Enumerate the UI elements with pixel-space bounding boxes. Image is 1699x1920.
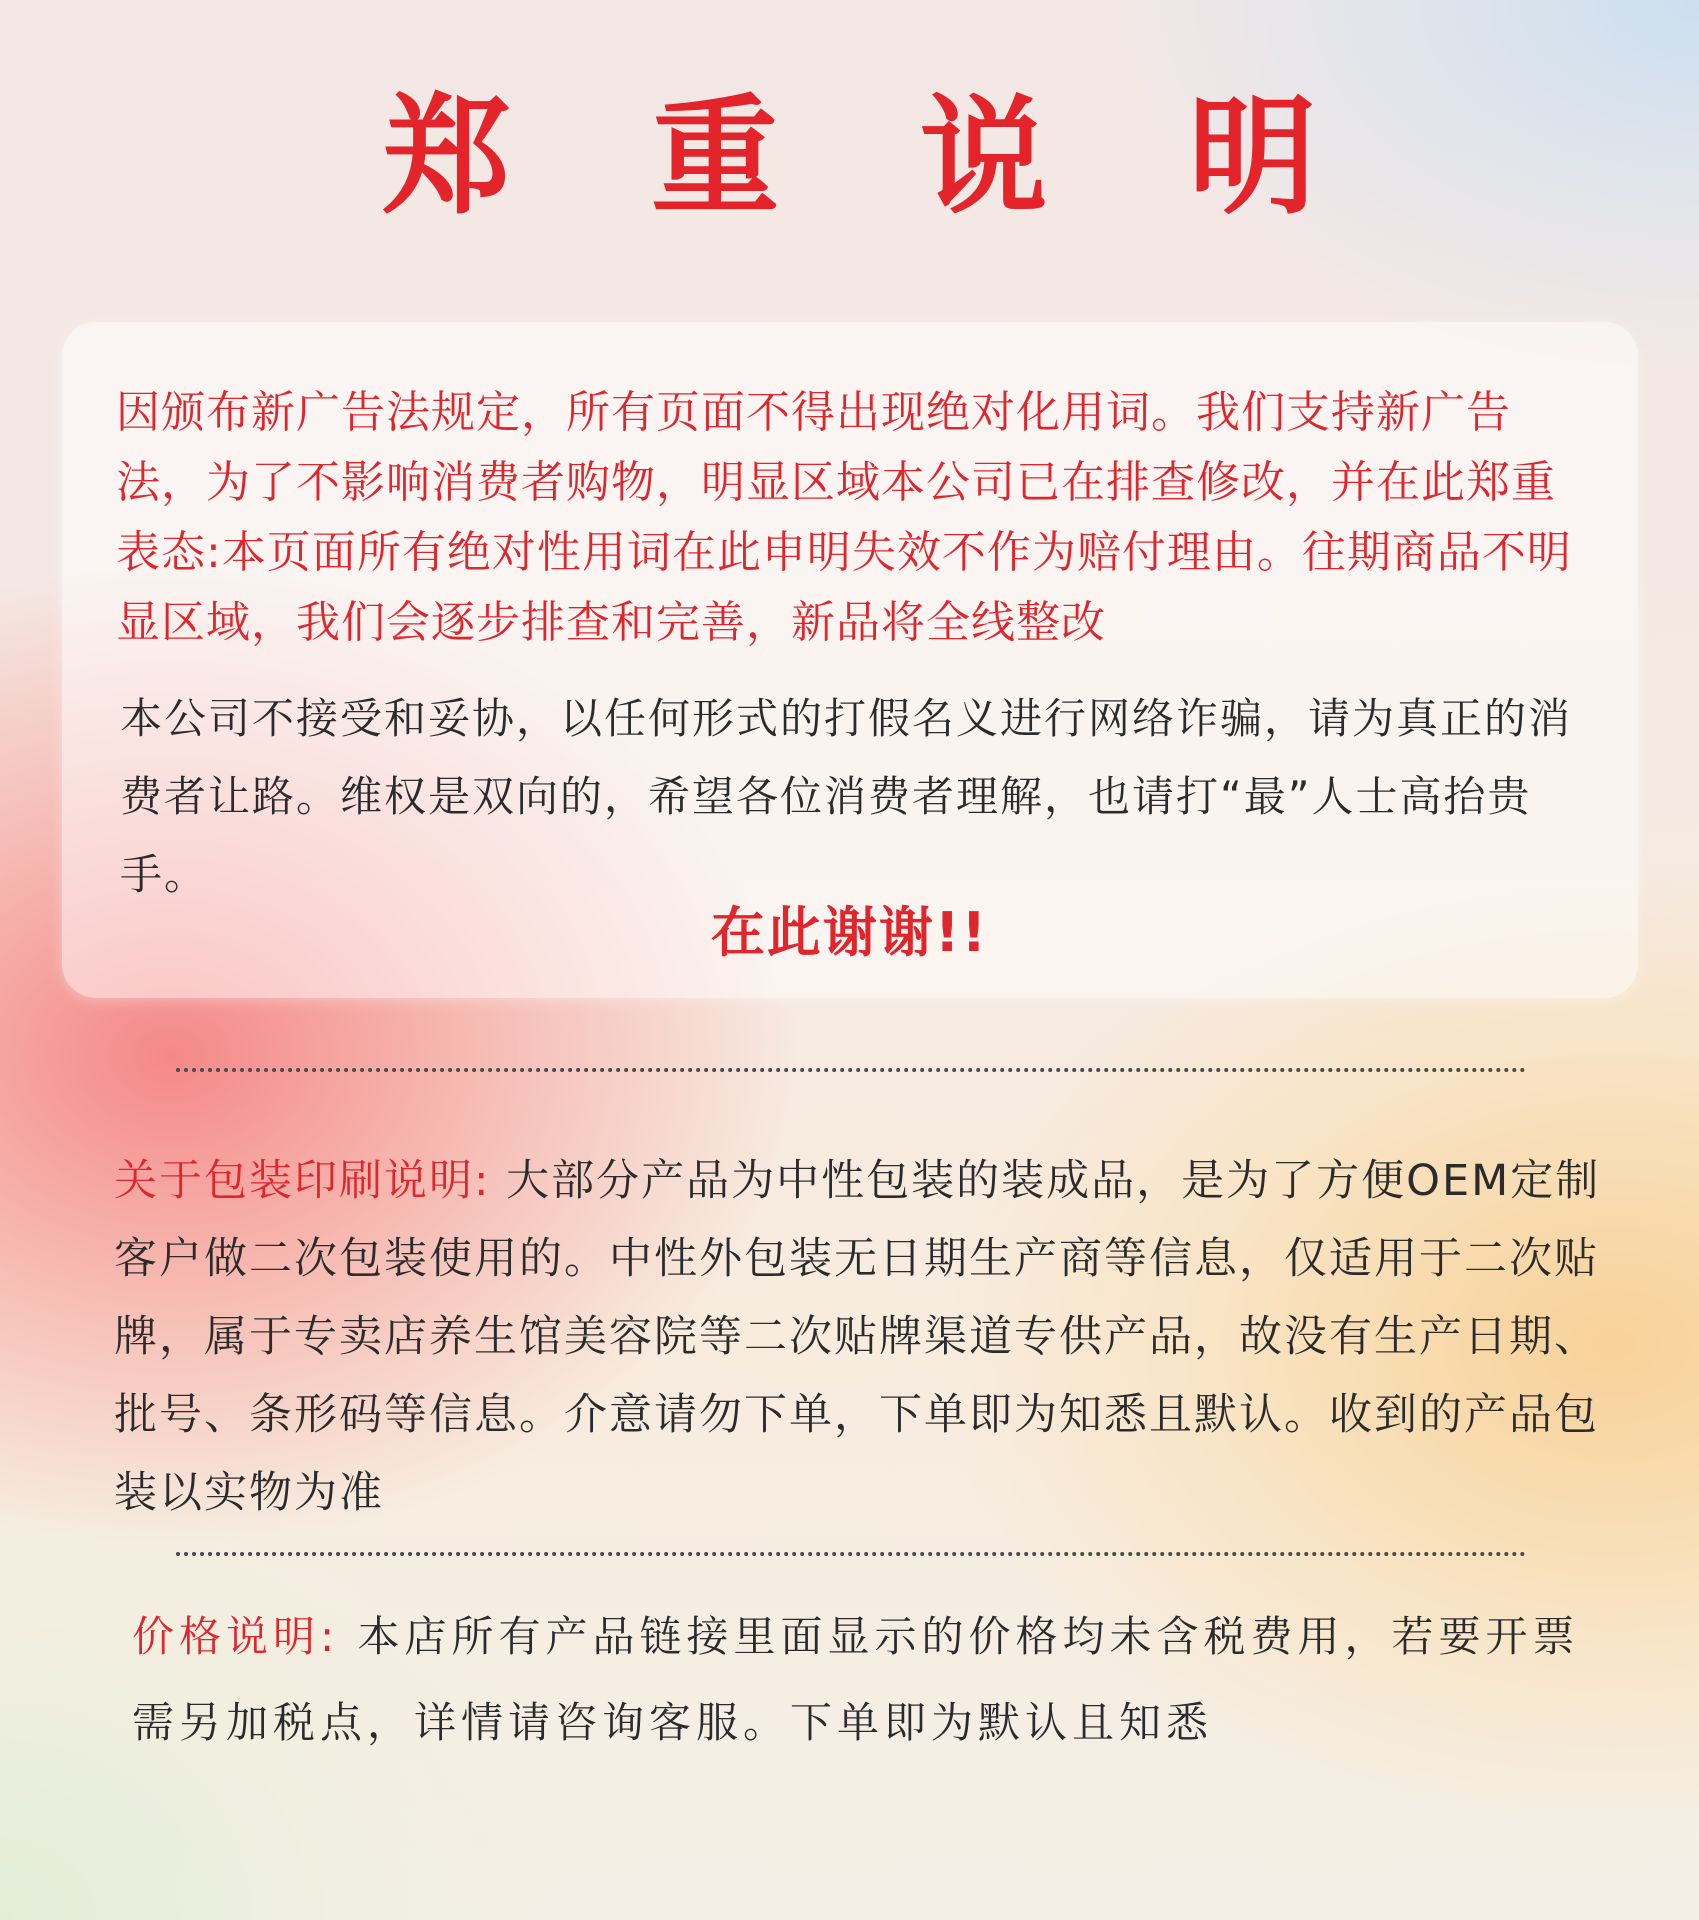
thanks-text: 在此谢谢!!: [710, 901, 989, 964]
page-title: 郑 重 说 明: [382, 83, 1365, 232]
ad-law-statement: 因颁布新广告法规定，所有页面不得出现绝对化用词。我们支持新广告法，为了不影响消费者购物，明显区域本公司已在排查修改，并在此郑重表态:本页面所有绝对性用词在此申明失效不作为赔付理由。往期商品不明显区域，我们会逐步排查和完善，新品将全线整改: [116, 387, 1572, 648]
pricing-section: [132, 1594, 1592, 1766]
packaging-text: 大部分产品为中性包装的装成品，是为了方便OEM定制客户做二次包装使用的。中性外包装无日期生产商等信息，仅适用于二次贴牌，属于专卖店养生馆美容院等二次贴牌渠道专供产品，故没有生产日期、批号、条形码等信息。介意请勿下单，下单即为知悉且默认。收到的产品包装以实物为准: [114, 1156, 1601, 1518]
packaging-section: [114, 1142, 1604, 1532]
pricing-text: 本店所有产品链接里面显示的价格均未含税费用，若要开票需另加税点，详情请咨询客服。下单即为默认且知悉: [132, 1612, 1580, 1747]
anti-fraud-statement: 本公司不接受和妥协，以任何形式的打假名义进行网络诈骗，请为真正的消费者让路。维权是双向的，希望各位消费者理解，也请打“最”人士高抬贵手。: [120, 694, 1573, 899]
packaging-label: 关于包装印刷说明:: [114, 1156, 491, 1206]
pricing-label: 价格说明:: [132, 1612, 340, 1661]
dotted-divider: [176, 1552, 1526, 1556]
dotted-divider: [176, 1068, 1526, 1072]
